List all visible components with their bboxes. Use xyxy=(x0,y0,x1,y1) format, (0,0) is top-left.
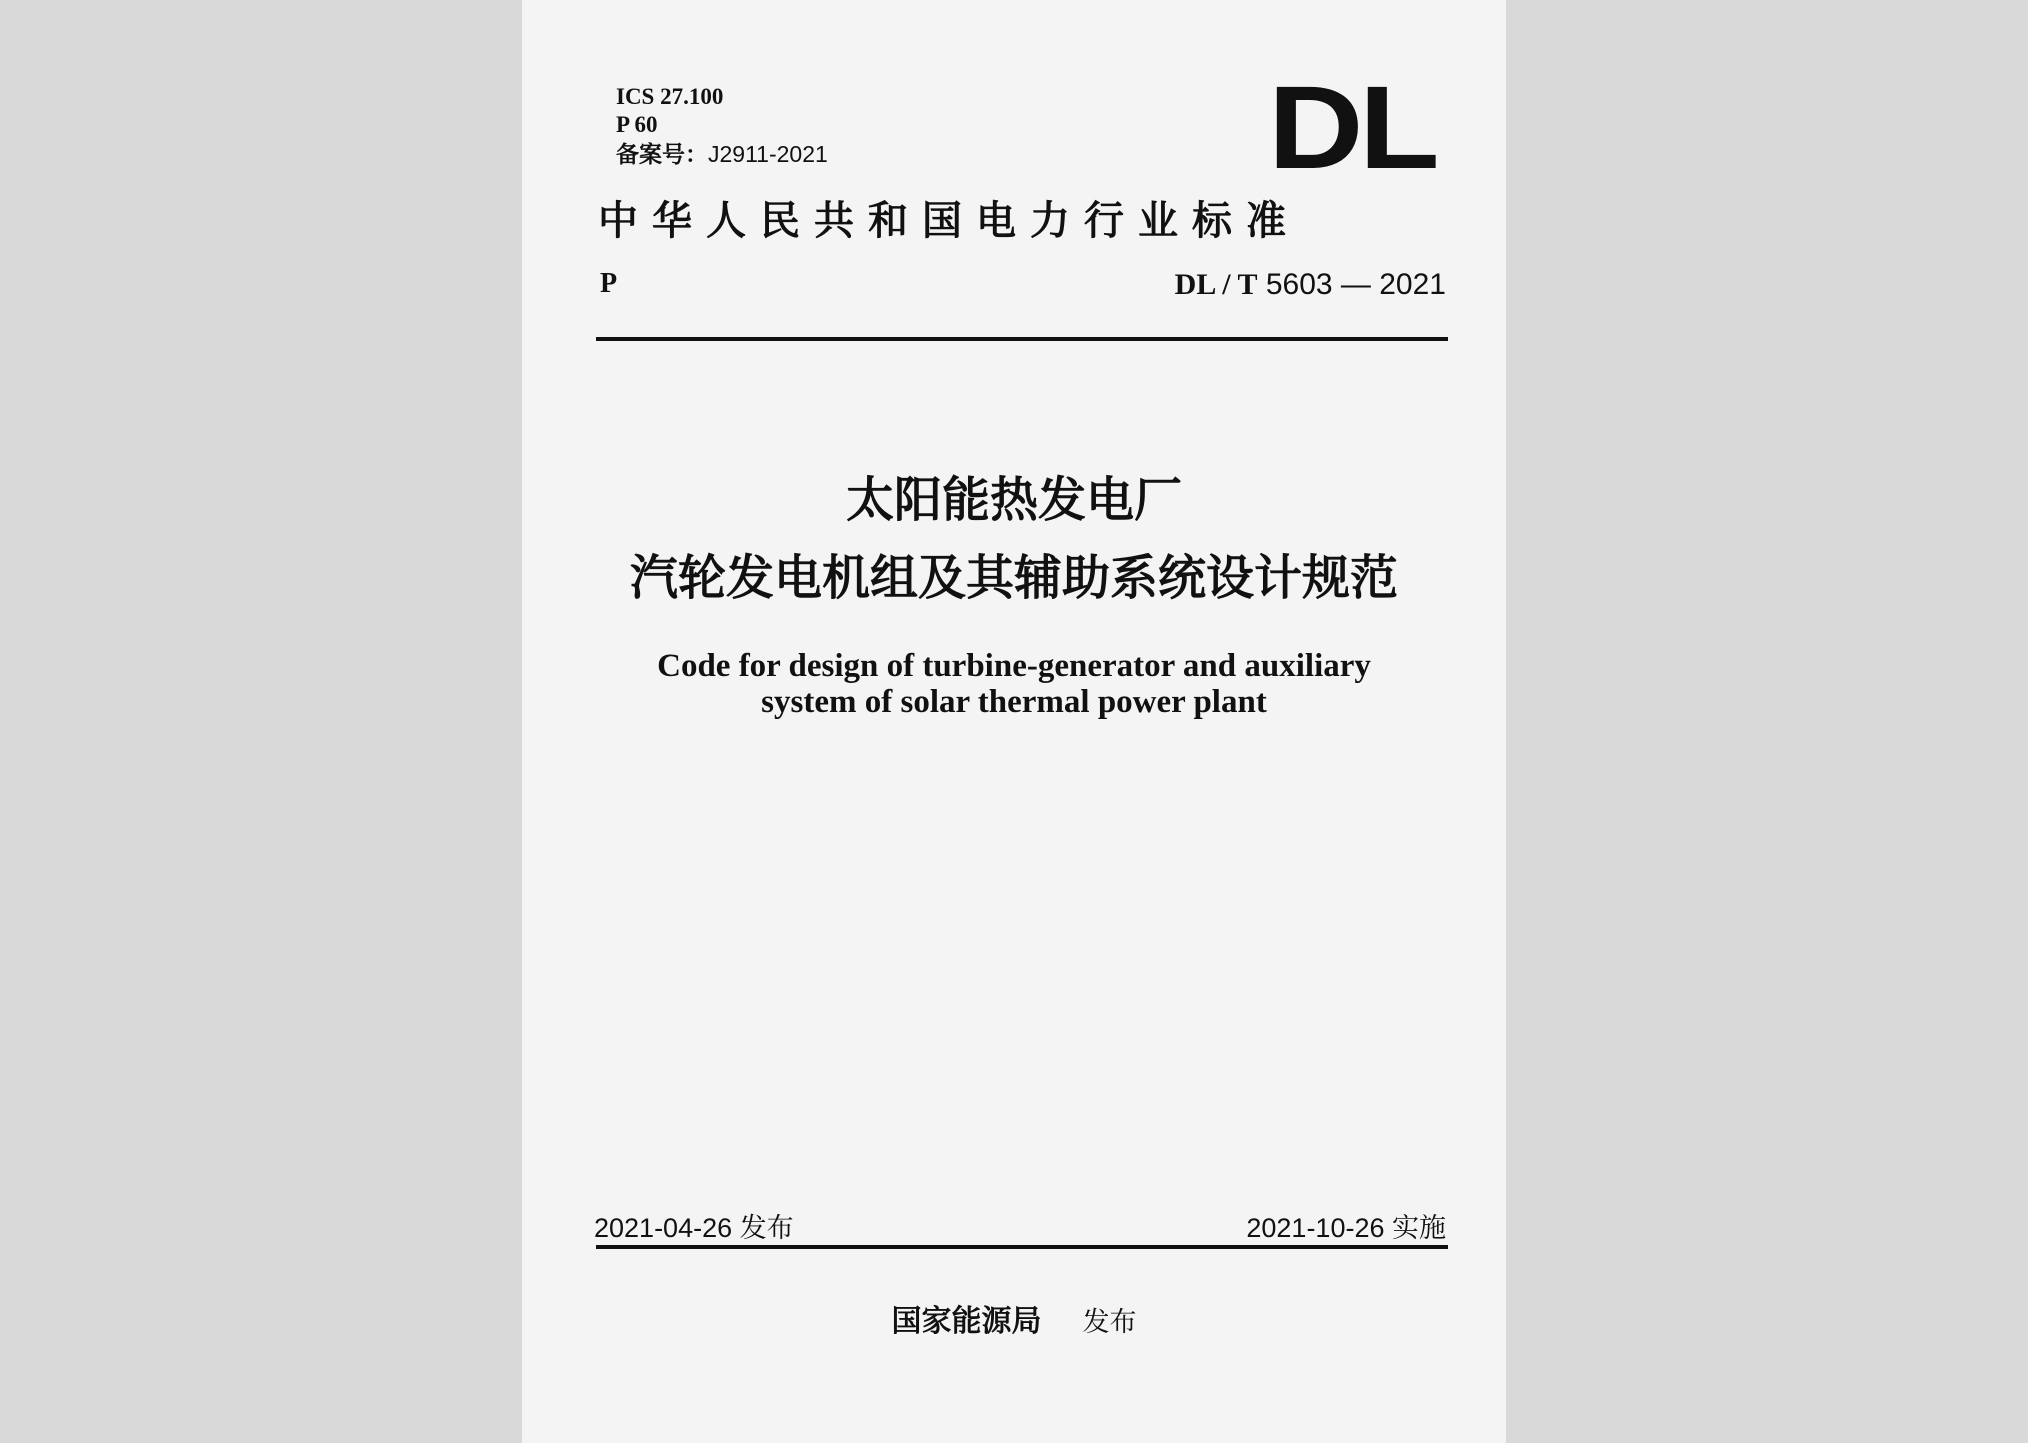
english-title-line-2: system of solar thermal power plant xyxy=(761,684,1267,720)
standard-number xyxy=(1175,268,1446,302)
ics-code: ICS 27.100 xyxy=(616,84,724,109)
filing-number xyxy=(616,140,828,168)
chinese-title-line-2: 汽轮发电机组及其辅助系统设计规范 xyxy=(629,550,1398,606)
bottom-divider xyxy=(596,1245,1448,1249)
standard-category-title: 中华人民共和国电力行业标准 xyxy=(598,197,1300,244)
document-page xyxy=(522,0,1506,1443)
issue-date: 2021-04-26 发布 xyxy=(594,1213,794,1243)
issuer xyxy=(522,1296,1506,1340)
dl-logo: DL xyxy=(1268,62,1436,194)
ccs-code: P 60 xyxy=(616,112,658,137)
english-title-line-1: Code for design of turbine-generator and auxiliary xyxy=(657,648,1371,684)
category-letter: P xyxy=(600,268,618,299)
issuer-organization: 国家能源局 xyxy=(891,1304,1042,1339)
filing-value: J2911-2021 xyxy=(708,141,828,167)
filing-label: 备案号： xyxy=(616,141,708,167)
implementation-date: 2021-10-26 实施 xyxy=(1246,1213,1446,1243)
chinese-title-line-1: 太阳能热发电厂 xyxy=(845,472,1182,528)
standard-number-prefix: DL / T xyxy=(1174,268,1258,301)
issuer-action: 发布 xyxy=(1082,1307,1137,1337)
top-divider xyxy=(596,337,1448,341)
standard-number-value: 5603 — 2021 xyxy=(1265,268,1446,301)
